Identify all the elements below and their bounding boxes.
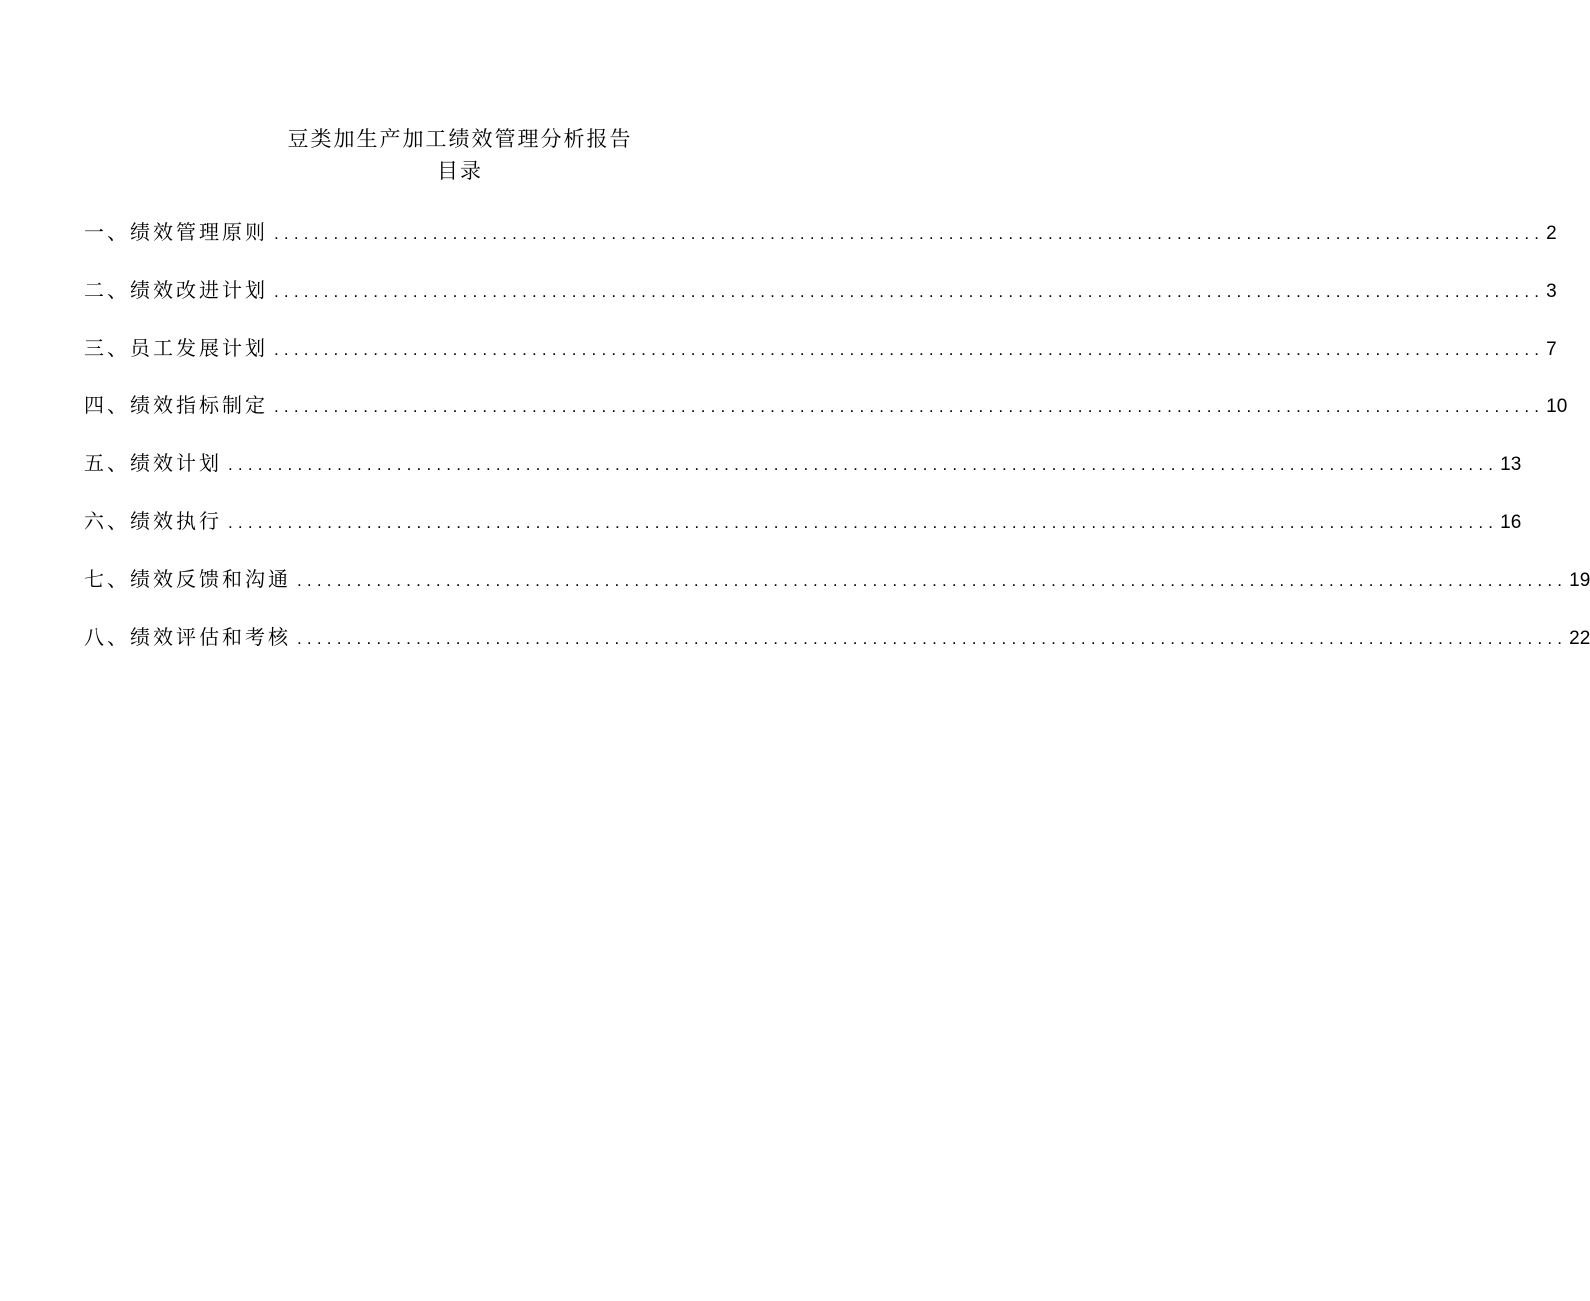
toc-entry-label: 绩效执行 [130, 508, 222, 533]
toc-heading: 目录 [437, 159, 483, 183]
toc-entry-label: 绩效反馈和沟通 [130, 566, 291, 591]
toc-dot-leader: ................................................................................................................................ [297, 628, 1568, 648]
toc-entry-page: 22 [1569, 627, 1590, 649]
toc-entry-number: 三、 [84, 335, 130, 360]
toc-entry[interactable] [84, 274, 1557, 332]
toc-dot-leader: ................................................................................................................................ [228, 512, 1499, 532]
toc-entry[interactable] [84, 216, 1557, 274]
toc-entry[interactable] [84, 563, 1590, 621]
toc-dot-leader: ................................................................................................................................ [274, 281, 1545, 301]
toc-entry-page: 19 [1569, 569, 1590, 591]
toc-entry[interactable] [84, 389, 1568, 447]
toc-entry-number: 五、 [84, 451, 130, 476]
toc-entry-label: 绩效改进计划 [130, 277, 268, 302]
toc-entry-number: 二、 [84, 277, 130, 302]
toc-entry[interactable] [84, 505, 1522, 563]
toc-dot-leader: ................................................................................................................................ [228, 455, 1499, 475]
document-title: 豆类加生产加工绩效管理分析报告 [287, 127, 633, 151]
toc-dot-leader: ................................................................................................................................ [274, 339, 1545, 359]
toc-entry-page: 7 [1546, 338, 1557, 360]
toc-entry-label: 绩效评估和考核 [130, 624, 291, 649]
toc-entry-page: 16 [1500, 511, 1522, 533]
toc-entry-label: 员工发展计划 [130, 335, 268, 360]
toc-entry-number: 七、 [84, 566, 130, 591]
table-of-contents [84, 216, 1590, 678]
toc-entry-page: 3 [1546, 280, 1557, 302]
toc-entry-number: 八、 [84, 624, 130, 649]
toc-entry-number: 一、 [84, 220, 130, 244]
toc-dot-leader: ................................................................................................................................ [274, 397, 1545, 417]
toc-entry-number: 六、 [84, 508, 130, 533]
toc-entry-label: 绩效计划 [130, 451, 222, 476]
toc-entry-page: 13 [1500, 454, 1522, 476]
toc-entry[interactable] [84, 621, 1590, 679]
toc-entry-label: 绩效指标制定 [130, 393, 268, 418]
toc-entry[interactable] [84, 447, 1522, 505]
toc-entry-label: 绩效管理原则 [130, 220, 268, 244]
toc-entry-number: 四、 [84, 393, 130, 418]
toc-entry[interactable] [84, 332, 1557, 390]
toc-dot-leader: ................................................................................................................................ [297, 570, 1568, 590]
toc-entry-page: 10 [1546, 396, 1568, 418]
toc-dot-leader: ................................................................................................................................ [274, 224, 1545, 243]
toc-entry-page: 2 [1546, 223, 1557, 244]
